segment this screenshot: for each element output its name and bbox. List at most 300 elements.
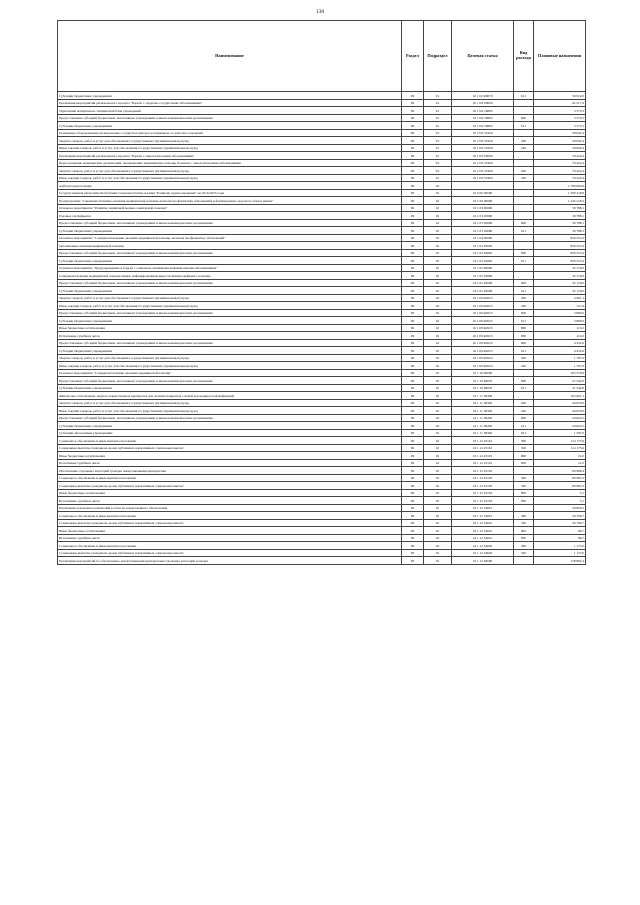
table-row	[58, 189, 586, 197]
row-section-cell: 09	[402, 549, 424, 557]
row-name-cell: Социальные выплаты гражданам, кроме публичных нормативных социальных выплат	[58, 444, 402, 452]
row-section-cell: 09	[402, 527, 424, 535]
header-name: Наименование	[58, 21, 402, 92]
row-expense-type-cell	[514, 234, 534, 242]
row-subsection-cell: 02	[424, 362, 452, 370]
row-subsection-cell: 02	[424, 227, 452, 235]
row-section-cell: 09	[402, 212, 424, 220]
row-name-cell: Социальное обеспечение и иные выплаты населению	[58, 437, 402, 445]
row-subsection-cell: 02	[424, 527, 452, 535]
row-target-cell: 16 1 04 00000	[452, 234, 514, 242]
row-subsection-cell: 02	[424, 369, 452, 377]
row-expense-type-cell: 830	[514, 497, 534, 505]
table-row	[58, 429, 586, 437]
row-expense-type-cell: 600	[514, 114, 534, 122]
row-section-cell: 09	[402, 257, 424, 265]
row-subsection-cell: 01	[424, 129, 452, 137]
row-expense-type-cell: 300	[514, 542, 534, 550]
row-subsection-cell: 01	[424, 152, 452, 160]
table-row	[58, 197, 586, 205]
row-section-cell: 09	[402, 114, 424, 122]
table-row	[58, 422, 586, 430]
table-row	[58, 527, 586, 535]
row-expense-type-cell: 240	[514, 144, 534, 152]
table-row	[58, 287, 586, 295]
row-amount-cell: 79 224,4	[534, 159, 586, 167]
table-row	[58, 309, 586, 317]
row-section-cell: 09	[402, 272, 424, 280]
row-amount-cell: 58 842,4	[534, 129, 586, 137]
row-subsection-cell: 02	[424, 467, 452, 475]
row-amount-cell: 1 589 218,8	[534, 189, 586, 197]
row-target-cell: 16 1 09 R2023	[452, 332, 514, 340]
row-section-cell: 09	[402, 414, 424, 422]
row-subsection-cell: 02	[424, 279, 452, 287]
row-target-cell: 16 1 N2 51920	[452, 137, 514, 145]
row-amount-cell: 80 985,3	[534, 482, 586, 490]
row-expense-type-cell: 800	[514, 324, 534, 332]
row-name-cell: Иные бюджетные ассигнования	[58, 324, 402, 332]
row-section-cell: 09	[402, 369, 424, 377]
row-target-cell: 16 1 09 R2023	[452, 317, 514, 325]
row-amount-cell: 32 176,0	[534, 279, 586, 287]
row-section-cell: 09	[402, 384, 424, 392]
row-section-cell: 09	[402, 159, 424, 167]
table-row	[58, 459, 586, 467]
row-amount-cell: 39 788,1	[534, 204, 586, 212]
row-amount-cell: 1 789 869,9	[534, 182, 586, 190]
table-row	[58, 107, 586, 115]
table-row	[58, 354, 586, 362]
row-amount-cell: 44 679,6	[534, 407, 586, 415]
row-expense-type-cell	[514, 369, 534, 377]
row-target-cell: 16 1 09 R2023	[452, 324, 514, 332]
row-name-cell: Субсидии бюджетным учреждениям	[58, 122, 402, 130]
row-name-cell: Социальное обеспечение и иные выплаты населению	[58, 474, 402, 482]
row-expense-type-cell	[514, 197, 534, 205]
header-section: Раздел	[402, 21, 424, 92]
row-section-cell: 09	[402, 129, 424, 137]
row-amount-cell: 1 173,0	[534, 542, 586, 550]
row-subsection-cell: 02	[424, 437, 452, 445]
row-target-cell: 16 1 12 25163	[452, 482, 514, 490]
row-section-cell: 09	[402, 392, 424, 400]
row-amount-cell: 58 842,4	[534, 137, 586, 145]
row-target-cell: 16 1 10 00000	[452, 369, 514, 377]
row-amount-cell: 56 766,7	[534, 519, 586, 527]
row-name-cell: Предоставление субсидий бюджетным, автономным учреждениям и иным некоммерческим организациям	[58, 249, 402, 257]
row-expense-type-cell	[514, 204, 534, 212]
row-expense-type-cell: 600	[514, 249, 534, 257]
row-target-cell: 16 1 12 54610	[452, 534, 514, 542]
row-name-cell: Социальные выплаты гражданам, кроме публичных нормативных социальных выплат	[58, 519, 402, 527]
row-target-cell: 16 1 N2 20695	[452, 107, 514, 115]
row-subsection-cell: 02	[424, 332, 452, 340]
row-target-cell: 16 1 03 00000	[452, 204, 514, 212]
row-amount-cell: 32 176,0	[534, 264, 586, 272]
row-expense-type-cell: 320	[514, 482, 534, 490]
row-amount-cell: 32 176,0	[534, 287, 586, 295]
row-subsection-cell: 01	[424, 174, 452, 182]
row-name-cell: Социальные выплаты гражданам, кроме публичных нормативных социальных выплат	[58, 549, 402, 557]
row-subsection-cell: 02	[424, 242, 452, 250]
row-name-cell: Родовые сертификаты	[58, 212, 402, 220]
row-subsection-cell: 02	[424, 219, 452, 227]
row-expense-type-cell	[514, 557, 534, 565]
row-expense-type-cell: 240	[514, 407, 534, 415]
row-target-cell: 16 1 09 R2025	[452, 347, 514, 355]
row-name-cell: Основное мероприятие "Совершенствование оказания медицинской помощи, включая профилактику заболеваний"	[58, 234, 402, 242]
row-amount-cell: 39 788,1	[534, 227, 586, 235]
row-section-cell: 09	[402, 294, 424, 302]
row-expense-type-cell: 611	[514, 287, 534, 295]
row-section-cell: 09	[402, 204, 424, 212]
row-target-cell: 16 1 11 58430	[452, 414, 514, 422]
row-expense-type-cell: 800	[514, 489, 534, 497]
row-target-cell: 16 1 05 20696	[452, 287, 514, 295]
table-row	[58, 497, 586, 505]
row-name-cell: Субсидии автономным учреждениям	[58, 429, 402, 437]
table-row	[58, 482, 586, 490]
row-section-cell: 09	[402, 234, 424, 242]
row-name-cell: Иные закупки товаров, работ и услуг для обеспечения государственных (муниципальных) нужд	[58, 302, 402, 310]
row-subsection-cell: 02	[424, 234, 452, 242]
row-name-cell: Укрепление материально-технической базы учреждений	[58, 107, 402, 115]
row-target-cell: 16 1 11 58430	[452, 422, 514, 430]
header-subsection: Подраздел	[424, 21, 452, 92]
row-amount-cell: 62 217,9	[534, 99, 586, 107]
row-expense-type-cell: 611	[514, 317, 534, 325]
row-expense-type-cell: 800	[514, 527, 534, 535]
row-name-cell: Оснащение оборудованием региональных сосудистых центров и первичных сосудистых отделений	[58, 129, 402, 137]
row-section-cell: 09	[402, 504, 424, 512]
row-section-cell: 09	[402, 459, 424, 467]
row-amount-cell: 1 245 218,5	[534, 197, 586, 205]
row-name-cell: Социальное обеспечение и иные выплаты населению	[58, 512, 402, 520]
row-name-cell: Предоставление субсидий бюджетным, автономным учреждениям и иным некоммерческим организациям	[58, 339, 402, 347]
row-amount-cell: 1 797,0	[534, 354, 586, 362]
row-subsection-cell: 02	[424, 482, 452, 490]
row-name-cell: Субсидии бюджетным учреждениям	[58, 317, 402, 325]
row-expense-type-cell: 611	[514, 384, 534, 392]
row-name-cell: Исполнение судебных актов	[58, 332, 402, 340]
table-row	[58, 332, 586, 340]
row-target-cell: 16 1 12 25161	[452, 437, 514, 445]
row-section-cell: 09	[402, 309, 424, 317]
row-target-cell	[452, 182, 514, 190]
row-amount-cell: 114 173,9	[534, 444, 586, 452]
row-expense-type-cell: 240	[514, 302, 534, 310]
row-section-cell: 09	[402, 287, 424, 295]
row-subsection-cell: 02	[424, 429, 452, 437]
row-subsection-cell: 02	[424, 497, 452, 505]
row-amount-cell: 3,1	[534, 489, 586, 497]
table-row	[58, 474, 586, 482]
row-subsection-cell: 02	[424, 182, 452, 190]
table-row	[58, 407, 586, 415]
budget-table	[57, 20, 586, 565]
row-name-cell: Социальное обеспечение и иные выплаты населению	[58, 542, 402, 550]
row-expense-type-cell: 320	[514, 549, 534, 557]
row-target-cell: 16 1 05 00000	[452, 264, 514, 272]
row-expense-type-cell: 200	[514, 294, 534, 302]
row-subsection-cell: 02	[424, 444, 452, 452]
row-target-cell: 16 1 12 25163	[452, 497, 514, 505]
row-amount-cell: 47 544,8	[534, 377, 586, 385]
row-subsection-cell: 02	[424, 294, 452, 302]
row-name-cell: Исполнение судебных актов	[58, 459, 402, 467]
row-subsection-cell: 02	[424, 534, 452, 542]
table-row	[58, 99, 586, 107]
row-section-cell: 09	[402, 197, 424, 205]
row-expense-type-cell	[514, 99, 534, 107]
table-row	[58, 264, 586, 272]
table-row	[58, 249, 586, 257]
row-target-cell: 16 1 00 00000	[452, 197, 514, 205]
row-target-cell: 16 1 12 54620	[452, 542, 514, 550]
row-expense-type-cell: 300	[514, 512, 534, 520]
row-name-cell: Реализация мероприятий регионального проекта "Борьба с онкологическими заболеваниями"	[58, 152, 402, 160]
row-subsection-cell: 02	[424, 204, 452, 212]
row-expense-type-cell: 830	[514, 332, 534, 340]
row-amount-cell: 110,2	[534, 324, 586, 332]
table-row	[58, 519, 586, 527]
row-section-cell: 09	[402, 242, 424, 250]
table-row	[58, 362, 586, 370]
row-subsection-cell: 01	[424, 167, 452, 175]
row-section-cell: 09	[402, 489, 424, 497]
row-subsection-cell: 01	[424, 144, 452, 152]
table-row	[58, 489, 586, 497]
row-expense-type-cell: 200	[514, 354, 534, 362]
table-row	[58, 369, 586, 377]
row-target-cell: 16 1 12 54610	[452, 504, 514, 512]
row-amount-cell: 79 224,4	[534, 174, 586, 182]
table-row	[58, 392, 586, 400]
row-target-cell: 16 1 11 58430	[452, 392, 514, 400]
row-subsection-cell: 02	[424, 452, 452, 460]
row-expense-type-cell	[514, 272, 534, 280]
row-target-cell: 16 1 12 25163	[452, 474, 514, 482]
table-row	[58, 467, 586, 475]
row-amount-cell: 4 452,6	[534, 339, 586, 347]
row-subsection-cell: 01	[424, 114, 452, 122]
row-subsection-cell: 02	[424, 317, 452, 325]
row-section-cell: 09	[402, 144, 424, 152]
row-subsection-cell: 02	[424, 557, 452, 565]
row-name-cell: Совершенствование медицинской помощи лицам, инфицированным вирусом иммунодефицита человека	[58, 272, 402, 280]
row-expense-type-cell	[514, 189, 534, 197]
table-row	[58, 279, 586, 287]
row-name-cell: Субсидии бюджетным учреждениям	[58, 384, 402, 392]
row-name-cell: Основное мероприятие "Предупреждение и борьба с социально значимыми инфекционными заболеваниями"	[58, 264, 402, 272]
table-row	[58, 137, 586, 145]
row-target-cell: 16 1 09 R2025	[452, 339, 514, 347]
row-target-cell: 16 1 N2 00000	[452, 99, 514, 107]
row-amount-cell: 3,1	[534, 497, 586, 505]
row-expense-type-cell	[514, 212, 534, 220]
row-section-cell: 09	[402, 534, 424, 542]
row-amount-cell: 183 518,9	[534, 369, 586, 377]
row-section-cell: 09	[402, 137, 424, 145]
row-amount-cell: 39 788,1	[534, 219, 586, 227]
row-expense-type-cell: 611	[514, 227, 534, 235]
row-section-cell: 09	[402, 92, 424, 100]
table-row	[58, 512, 586, 520]
table-row	[58, 557, 586, 565]
row-amount-cell: 1 173,0	[534, 549, 586, 557]
row-name-cell: Иные закупки товаров, работ и услуг для обеспечения государственных (муниципальных) нужд	[58, 407, 402, 415]
row-target-cell: 16 1 09 R2024	[452, 362, 514, 370]
row-name-cell: Субсидии бюджетным учреждениям	[58, 347, 402, 355]
row-subsection-cell: 02	[424, 549, 452, 557]
row-subsection-cell: 02	[424, 377, 452, 385]
row-amount-cell: 114 173,9	[534, 437, 586, 445]
row-section-cell: 09	[402, 512, 424, 520]
row-name-cell: Социальные выплаты гражданам, кроме публичных нормативных социальных выплат	[58, 482, 402, 490]
row-expense-type-cell	[514, 504, 534, 512]
row-target-cell: 16 1 05 20696	[452, 279, 514, 287]
row-subsection-cell: 02	[424, 272, 452, 280]
row-name-cell: Субсидии бюджетным учреждениям	[58, 257, 402, 265]
row-target-cell: 16 1 10 69070	[452, 384, 514, 392]
row-section-cell: 09	[402, 377, 424, 385]
row-name-cell: Субсидии бюджетным учреждениям	[58, 92, 402, 100]
row-expense-type-cell: 240	[514, 174, 534, 182]
row-amount-cell: 4 901,1	[534, 294, 586, 302]
row-subsection-cell: 02	[424, 324, 452, 332]
row-amount-cell: 4 452,6	[534, 347, 586, 355]
row-amount-cell: 110,2	[534, 332, 586, 340]
row-subsection-cell: 02	[424, 489, 452, 497]
table-row	[58, 234, 586, 242]
row-target-cell: 16 1 09 R2023	[452, 302, 514, 310]
table-row	[58, 159, 586, 167]
row-subsection-cell: 02	[424, 354, 452, 362]
row-name-cell: Финансовое обеспечение закупок лекарственных препаратов для лечения пациентов с новой коронавирусной инфекцией	[58, 392, 402, 400]
row-target-cell: 16 1 N2 20695	[452, 114, 514, 122]
row-amount-cell: 1 297,0	[534, 429, 586, 437]
table-row	[58, 504, 586, 512]
row-expense-type-cell: 600	[514, 309, 534, 317]
row-section-cell: 09	[402, 302, 424, 310]
row-name-cell: Реализация отдельных полномочий в области лекарственного обеспечения	[58, 504, 402, 512]
table-row	[58, 212, 586, 220]
row-amount-cell: 32 176,0	[534, 272, 586, 280]
row-amount-cell: 21,0	[534, 452, 586, 460]
row-section-cell: 09	[402, 264, 424, 272]
row-section-cell: 09	[402, 167, 424, 175]
row-subsection-cell: 01	[424, 159, 452, 167]
row-section-cell: 09	[402, 474, 424, 482]
row-name-cell: Предоставление субсидий бюджетным, автономным учреждениям и иным некоммерческим организациям	[58, 114, 402, 122]
row-target-cell: 16 0 00 00000	[452, 189, 514, 197]
page-number: 138	[315, 9, 325, 15]
row-name-cell: Иные закупки товаров, работ и услуг для обеспечения государственных (муниципальных) нужд	[58, 144, 402, 152]
row-expense-type-cell	[514, 392, 534, 400]
row-target-cell: 16 1 12 54610	[452, 527, 514, 535]
row-target-cell: 16 1 04 20692	[452, 242, 514, 250]
row-expense-type-cell: 830	[514, 459, 534, 467]
row-name-cell: Основное мероприятие "Развитие первичной медико-санитарной помощи"	[58, 204, 402, 212]
row-target-cell: 16 1 12 25161	[452, 444, 514, 452]
row-amount-cell: 59 624,5	[534, 414, 586, 422]
row-expense-type-cell: 611	[514, 422, 534, 430]
table-row	[58, 152, 586, 160]
row-name-cell: Предоставление субсидий бюджетным, автономным учреждениям и иным некоммерческим организациям	[58, 309, 402, 317]
row-expense-type-cell: 611	[514, 92, 534, 100]
row-expense-type-cell: 200	[514, 399, 534, 407]
row-amount-cell: 1 797,0	[534, 362, 586, 370]
row-amount-cell: 47 544,8	[534, 384, 586, 392]
row-subsection-cell: 01	[424, 99, 452, 107]
row-subsection-cell: 02	[424, 309, 452, 317]
table-row	[58, 294, 586, 302]
row-section-cell: 09	[402, 422, 424, 430]
row-subsection-cell: 02	[424, 347, 452, 355]
table-row	[58, 219, 586, 227]
row-section-cell: 09	[402, 182, 424, 190]
row-name-cell: Организация оказания медицинской помощи	[58, 242, 402, 250]
row-name-cell: Иные закупки товаров, работ и услуг для обеспечения государственных (муниципальных) нужд	[58, 174, 402, 182]
row-target-cell: 16 1 03 20690	[452, 212, 514, 220]
row-subsection-cell: 02	[424, 399, 452, 407]
row-subsection-cell: 01	[424, 137, 452, 145]
row-section-cell: 09	[402, 152, 424, 160]
row-target-cell: 16 1 04 20692	[452, 257, 514, 265]
table-row	[58, 347, 586, 355]
table-row	[58, 204, 586, 212]
row-target-cell: 16 1 09 R2023	[452, 294, 514, 302]
row-expense-type-cell: 300	[514, 474, 534, 482]
row-expense-type-cell: 320	[514, 519, 534, 527]
row-name-cell: Реализация мероприятий регионального проекта "Борьба с сердечно-сосудистыми заболеваниями"	[58, 99, 402, 107]
row-target-cell: 16 1 09 R2024	[452, 354, 514, 362]
row-amount-cell: 3 375,5	[534, 122, 586, 130]
table-row	[58, 452, 586, 460]
row-expense-type-cell: 611	[514, 257, 534, 265]
row-name-cell: Субсидии бюджетным учреждениям	[58, 287, 402, 295]
row-target-cell: 16 1 N3 51900	[452, 167, 514, 175]
table-row	[58, 167, 586, 175]
row-section-cell: 09	[402, 362, 424, 370]
row-section-cell: 09	[402, 347, 424, 355]
row-name-cell: Амбулаторная помощь	[58, 182, 402, 190]
row-subsection-cell: 02	[424, 512, 452, 520]
row-section-cell: 09	[402, 429, 424, 437]
row-section-cell: 09	[402, 227, 424, 235]
row-name-cell: Исполнение судебных актов	[58, 534, 402, 542]
table-row	[58, 242, 586, 250]
row-expense-type-cell	[514, 107, 534, 115]
row-target-cell: 16 1 12 56000	[452, 557, 514, 565]
row-target-cell: 16 1 N2 20695	[452, 122, 514, 130]
row-subsection-cell: 02	[424, 422, 452, 430]
row-name-cell: Субсидии бюджетным учреждениям	[58, 227, 402, 235]
row-expense-type-cell	[514, 467, 534, 475]
table-row	[58, 182, 586, 190]
table-row	[58, 324, 586, 332]
row-subsection-cell: 02	[424, 384, 452, 392]
row-amount-cell: 3 375,5	[534, 107, 586, 115]
row-subsection-cell: 02	[424, 392, 452, 400]
table-row	[58, 317, 586, 325]
row-section-cell: 09	[402, 497, 424, 505]
row-section-cell: 09	[402, 452, 424, 460]
row-expense-type-cell	[514, 159, 534, 167]
row-expense-type-cell: 600	[514, 339, 534, 347]
row-amount-cell: 158 862,4	[534, 557, 586, 565]
